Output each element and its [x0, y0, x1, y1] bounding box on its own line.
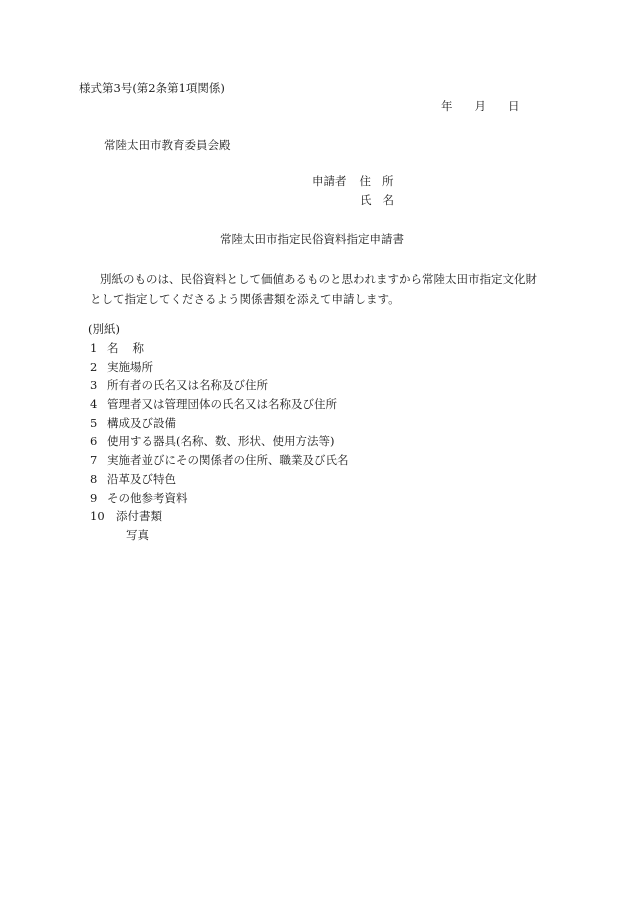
- list-item: [90, 343, 349, 362]
- applicant-address-row: [312, 176, 394, 195]
- list-item: [90, 399, 349, 418]
- item-text: その他参考資料: [107, 490, 188, 505]
- item-text: 実施場所: [107, 359, 153, 374]
- document-title: 常陸太田市指定民俗資料指定申請書: [220, 232, 404, 246]
- item-number: 2: [90, 359, 98, 374]
- item-text: 構成及び設備: [107, 415, 176, 430]
- address-label-a: 住: [359, 174, 371, 188]
- item-number: 6: [90, 434, 98, 449]
- addressee: 常陸太田市教育委員会殿: [104, 138, 231, 152]
- item-number: 10: [90, 509, 105, 524]
- applicant-name-row: [312, 195, 394, 214]
- body-line-2: として指定してくださるよう関係書類を添えて申請します。: [90, 292, 400, 306]
- item-number: 5: [90, 415, 98, 430]
- item-text: 使用する器具(名称、数、形状、使用方法等): [107, 434, 335, 449]
- item-text: 実施者並びにその関係者の住所、職業及び氏名: [107, 453, 349, 468]
- item-number: 1: [90, 341, 98, 355]
- body-line-1: 別紙のものは、民俗資料として価値あるものと思われますから常陸太田市指定文化財: [100, 272, 537, 286]
- item-number: 4: [90, 397, 98, 412]
- date-day: 日: [508, 99, 520, 113]
- item-number: 8: [90, 471, 98, 486]
- item-number: 7: [90, 453, 98, 468]
- item-text: 沿革及び特色: [107, 471, 176, 486]
- form-number: 様式第3号(第2条第1項関係): [79, 81, 225, 95]
- date-month: 月: [474, 99, 486, 113]
- item-number: 3: [90, 378, 98, 393]
- name-label-a: 氏: [360, 193, 372, 207]
- item-text-a: 名: [107, 341, 119, 355]
- list-item: [90, 471, 349, 493]
- item-number: 9: [90, 490, 98, 505]
- item-text: 管理者又は管理団体の氏名又は名称及び住所: [107, 397, 337, 412]
- address-label-b: 所: [382, 174, 394, 188]
- body-text: [90, 269, 560, 309]
- attachment-note: 写真: [126, 528, 149, 542]
- attachment-label: (別紙): [88, 322, 120, 336]
- list-item: [90, 455, 349, 474]
- applicant-label: 申請者: [312, 174, 347, 188]
- item-text: 添付書類: [116, 509, 162, 524]
- applicant-block: [312, 176, 394, 214]
- date-line: [441, 101, 520, 113]
- name-label-b: 名: [382, 193, 394, 207]
- attachment-items: [90, 343, 349, 530]
- item-text: 所有者の氏名又は名称及び住所: [107, 378, 268, 393]
- date-year: 年: [441, 99, 453, 113]
- item-text-b: 称: [132, 341, 144, 355]
